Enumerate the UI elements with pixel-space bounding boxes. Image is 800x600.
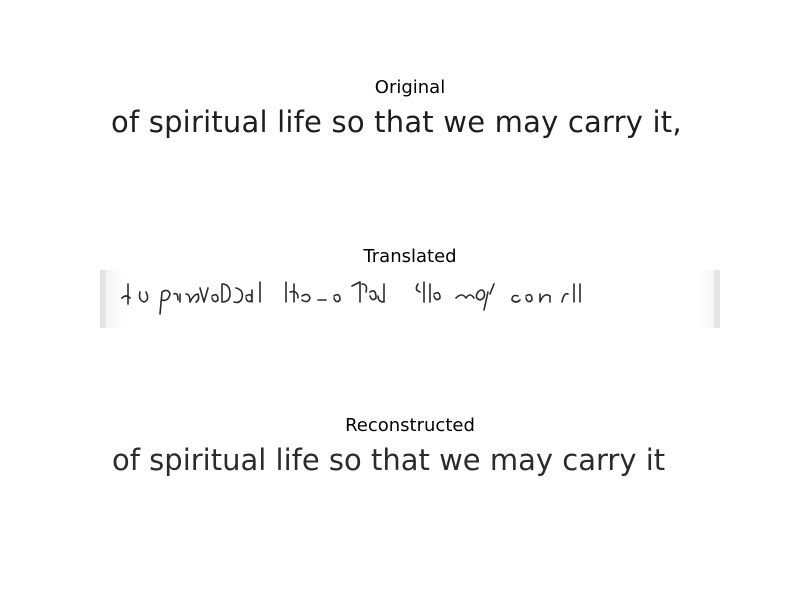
translated-handwriting-image (100, 270, 720, 328)
reconstructed-title: Reconstructed (345, 415, 475, 436)
handwriting-strokes (100, 270, 720, 328)
original-text-image: of spiritual life so that we may carry it, (111, 105, 682, 139)
original-title: Original (374, 77, 446, 98)
translated-title: Translated (363, 246, 457, 267)
reconstructed-text-image: of spiritual life so that we may carry it (112, 443, 666, 477)
